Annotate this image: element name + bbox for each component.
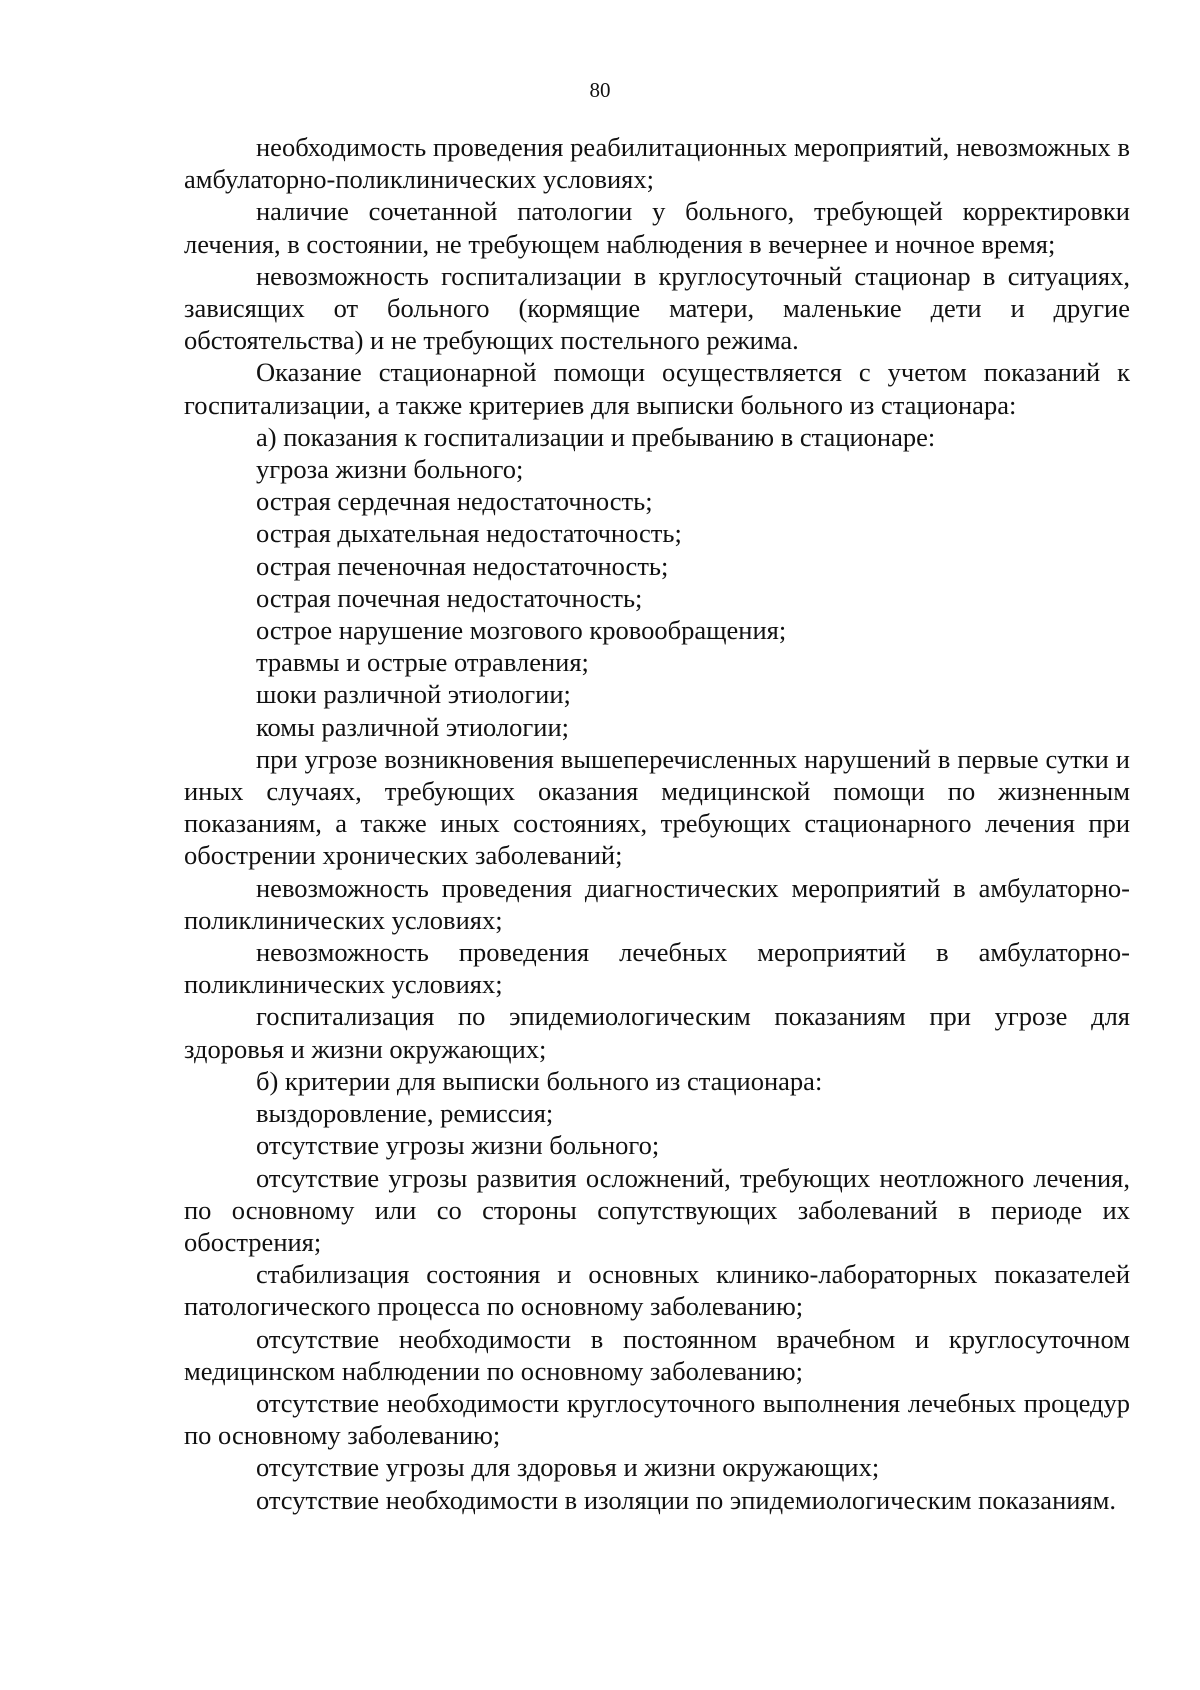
- list-item: отсутствие угрозы жизни больного;: [256, 1130, 660, 1161]
- list-item: комы различной этиологии;: [256, 711, 570, 742]
- list-item: отсутствие угрозы развития осложнений, требующих неотложного лечения, по основному или со стороны сопутствующих заболеваний в периоде их обострения;: [184, 1162, 1130, 1257]
- paragraph: необходимость проведения реабилитационных мероприятий, невозможных в амбулаторно-поликлинических условиях;: [184, 132, 1130, 195]
- list-item: отсутствие необходимости круглосуточного выполнения лечебных процедур по основному заболеванию;: [184, 1387, 1130, 1451]
- list-item: острое нарушение мозгового кровообращения;: [256, 615, 787, 646]
- list-item: травмы и острые отравления;: [256, 647, 589, 678]
- list-item: отсутствие необходимости в постоянном врачебном и круглосуточном медицинском наблюдении по основному заболеванию;: [184, 1323, 1130, 1386]
- page-number: 80: [589, 78, 611, 102]
- list-item: острая дыхательная недостаточность;: [256, 518, 682, 549]
- list-item: выздоровление, ремиссия;: [256, 1098, 554, 1129]
- list-item: госпитализация по эпидемиологическим показаниям при угрозе для здоровья и жизни окружающих;: [184, 1001, 1130, 1064]
- paragraph: невозможность госпитализации в круглосуточный стационар в ситуациях, зависящих от больного (кормящие матери, маленькие дети и другие обстоятельства) и не требующих постельного режима.: [184, 260, 1130, 356]
- list-item: невозможность проведения лечебных мероприятий в амбулаторно-поликлинических условиях;: [184, 937, 1130, 1000]
- list-item: острая почечная недостаточность;: [256, 582, 643, 613]
- list-item: шоки различной этиологии;: [256, 679, 571, 710]
- list-item: отсутствие угрозы для здоровья и жизни окружающих;: [256, 1452, 880, 1483]
- list-item: невозможность проведения диагностических мероприятий в амбулаторно-поликлинических условиях;: [184, 872, 1130, 935]
- list-item: стабилизация состояния и основных клинико-лабораторных показателей патологического процесса по основному заболеванию;: [184, 1259, 1130, 1322]
- list-item: угроза жизни больного;: [256, 454, 524, 485]
- document-body: [184, 131, 1130, 1516]
- list-heading-indications: а) показания к госпитализации и пребыванию в стационаре:: [256, 421, 936, 452]
- list-item: отсутствие необходимости в изоляции по эпидемиологическим показаниям.: [256, 1484, 1117, 1515]
- list-item: острая печеночная недостаточность;: [256, 550, 669, 581]
- list-item: острая сердечная недостаточность;: [256, 486, 653, 517]
- paragraph: наличие сочетанной патологии у больного, требующей корректировки лечения, в состоянии, не требующем наблюдения в вечернее и ночное время;: [184, 196, 1130, 259]
- paragraph: Оказание стационарной помощи осуществляется с учетом показаний к госпитализации, а также критериев для выписки больного из стационара:: [184, 357, 1130, 420]
- list-item: при угрозе возникновения вышеперечисленных нарушений в первые сутки и иных случаях, требующих оказания медицинской помощи по жизненным показаниям, а также иных состояниях, требующих стационарного лечения при обострении хронических заболеваний;: [184, 743, 1130, 871]
- list-heading-discharge: б) критерии для выписки больного из стационара:: [256, 1065, 823, 1096]
